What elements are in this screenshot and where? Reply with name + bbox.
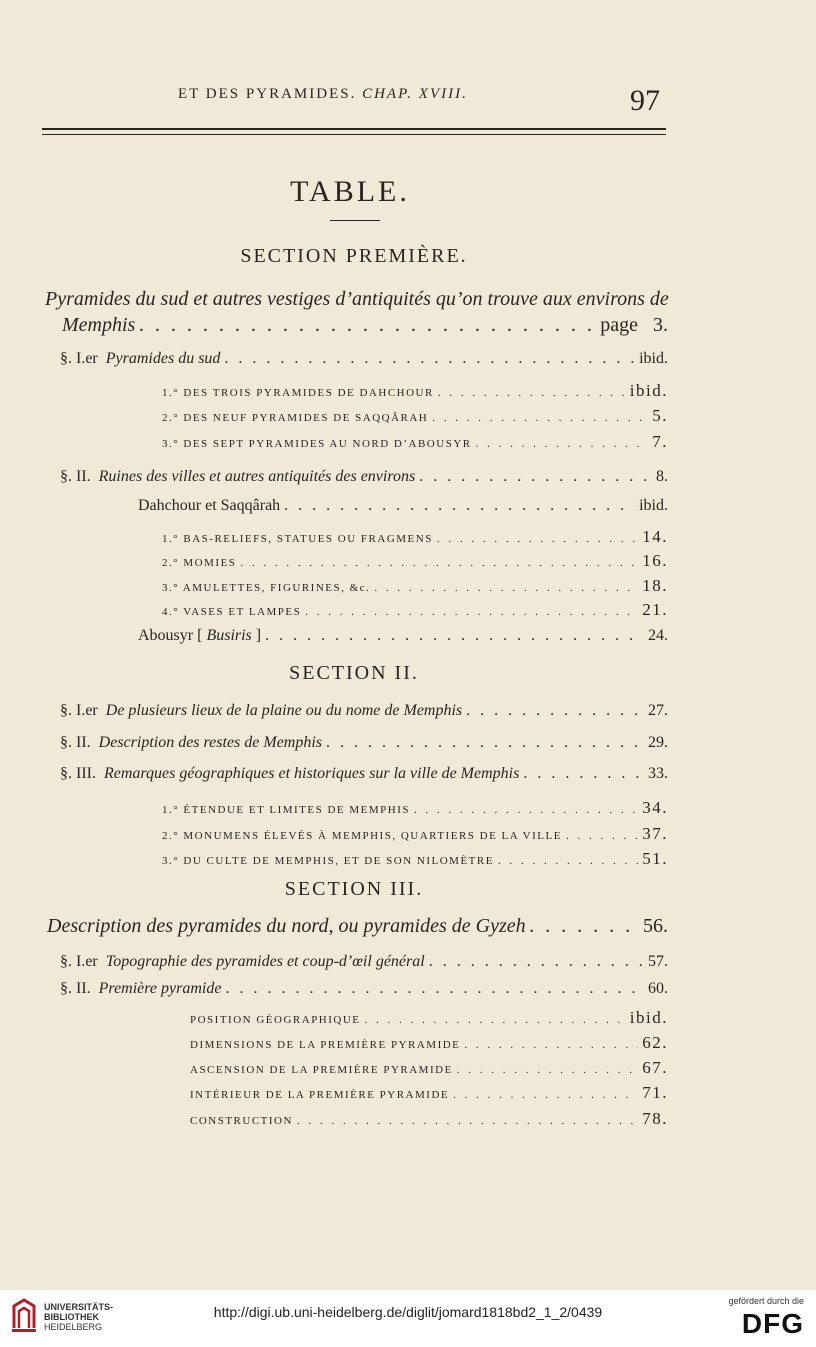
title-rule xyxy=(330,220,380,221)
dot-leader xyxy=(326,734,644,752)
chapter-label: CHAP. XVIII. xyxy=(362,86,468,102)
toc-entry xyxy=(60,702,668,720)
viewer-footer xyxy=(0,1290,816,1347)
dot-leader xyxy=(466,702,644,720)
toc-entry-page: 29. xyxy=(648,734,668,751)
toc-entry-title: ] xyxy=(255,627,262,644)
running-title: ET DES PYRAMIDES. xyxy=(178,86,357,102)
dot-leader xyxy=(437,533,638,545)
toc-entry-title: Pyramides du sud xyxy=(105,350,221,367)
toc-entry xyxy=(162,849,668,869)
dot-leader xyxy=(305,606,638,618)
toc-entry-title: ASCENSION DE LA PREMIÈRE PYRAMIDE xyxy=(190,1064,453,1076)
dot-leader xyxy=(476,438,649,450)
toc-entry-title: INTÉRIEUR DE LA PREMIÈRE PYRAMIDE xyxy=(190,1089,450,1101)
toc-entry-page: 71. xyxy=(642,1083,668,1102)
toc-entry-page: 62. xyxy=(642,1033,668,1052)
dot-leader xyxy=(566,830,638,842)
toc-entry-title: CONSTRUCTION xyxy=(190,1115,293,1127)
toc-entry xyxy=(138,627,668,645)
toc-entry-page: 37. xyxy=(642,824,668,843)
toc-entry-title: 1.° BAS-RELIEFS, STATUES OU FRAGMENS xyxy=(162,533,433,545)
toc-entry-title: Pyramides du sud et autres vestiges d’antiquités qu’on trouve aux environs de xyxy=(45,288,669,310)
page-title: TABLE. xyxy=(290,175,410,208)
toc-entry xyxy=(190,1083,668,1103)
toc-entry xyxy=(162,798,668,818)
dot-leader xyxy=(374,582,638,594)
toc-entry-page: 27. xyxy=(648,702,668,719)
toc-entry-page: ibid. xyxy=(639,497,668,514)
section-symbol: §. I.er xyxy=(60,702,98,719)
toc-entry xyxy=(60,980,668,998)
dot-leader xyxy=(457,1064,638,1076)
toc-entry-title: Ruines des villes et autres antiquités des environs xyxy=(98,468,416,485)
toc-entry-title: POSITION GÉOGRAPHIQUE xyxy=(190,1014,361,1026)
dot-leader xyxy=(297,1115,638,1127)
toc-entry-page: 21. xyxy=(642,600,668,619)
toc-entry xyxy=(190,1109,668,1129)
toc-entry-title: 1.° ÉTENDUE ET LIMITES DE MEMPHIS xyxy=(162,804,411,816)
dot-leader xyxy=(530,915,639,938)
dot-leader xyxy=(438,387,626,399)
funder-note: gefördert durch die xyxy=(728,1296,804,1306)
dot-leader xyxy=(414,804,638,816)
dot-leader xyxy=(139,314,596,337)
toc-entry xyxy=(162,600,668,620)
toc-entry xyxy=(162,576,668,596)
permalink-url[interactable]: http://digi.ub.uni-heidelberg.de/diglit/jomard1818bd2_1_2/0439 xyxy=(213,1304,603,1320)
dot-leader xyxy=(224,350,635,368)
library-name-line: BIBLIOTHEK xyxy=(44,1312,99,1322)
toc-entry xyxy=(60,765,668,783)
section-heading: SECTION II. xyxy=(289,662,419,684)
toc-entry-page: 51. xyxy=(642,849,668,868)
dot-leader xyxy=(365,1014,626,1026)
dot-leader xyxy=(265,627,644,645)
toc-entry-page: 67. xyxy=(642,1058,668,1077)
section-heading: SECTION PREMIÈRE. xyxy=(240,245,468,267)
toc-entry-title: Description des pyramides du nord, ou pyramides de Gyzeh xyxy=(47,915,526,937)
toc-entry-page: 34. xyxy=(642,798,668,817)
toc-entry-title: Première pyramide xyxy=(98,980,222,997)
toc-entry-page: 16. xyxy=(642,551,668,570)
toc-entry-page: 14. xyxy=(642,527,668,546)
toc-entry xyxy=(60,734,668,752)
toc-entry-title: 1.° DES TROIS PYRAMIDES DE DAHCHOUR xyxy=(162,387,434,399)
section-symbol: §. II. xyxy=(60,734,91,751)
toc-entry xyxy=(47,915,668,938)
dot-leader xyxy=(432,412,648,424)
toc-entry-title: Memphis xyxy=(62,314,136,336)
dot-leader xyxy=(523,765,644,783)
toc-entry xyxy=(162,381,668,401)
toc-entry xyxy=(60,350,668,368)
dfg-logo[interactable]: DFG xyxy=(741,1308,804,1339)
section-symbol: §. II. xyxy=(60,980,91,997)
toc-entry xyxy=(162,551,668,571)
dot-leader xyxy=(429,953,644,971)
dot-leader xyxy=(498,855,638,867)
toc-entry-title: DIMENSIONS DE LA PREMIÈRE PYRAMIDE xyxy=(190,1039,461,1051)
toc-entry-page: 24. xyxy=(648,627,668,644)
toc-entry-page: ibid. xyxy=(629,381,668,400)
toc-entry-title: 2.° MOMIES xyxy=(162,557,237,569)
toc-entry-title: Remarques géographiques et historiques sur la ville de Memphis xyxy=(103,765,520,782)
toc-entry-title: Abousyr [ xyxy=(138,627,203,644)
toc-entry-page: 33. xyxy=(648,765,668,782)
toc-entry-page: 7. xyxy=(652,432,668,451)
section-symbol: §. I.er xyxy=(60,350,98,367)
toc-entry xyxy=(162,527,668,547)
toc-entry xyxy=(190,1033,668,1053)
toc-entry xyxy=(62,314,668,337)
dot-leader xyxy=(419,468,652,486)
library-name-line: HEIDELBERG xyxy=(44,1322,103,1332)
toc-entry-title: 3.° DU CULTE DE MEMPHIS, ET DE SON NILOMÈTRE xyxy=(162,855,494,867)
library-name-line: UNIVERSITÄTS- xyxy=(44,1302,114,1312)
toc-entry-title: De plusieurs lieux de la plaine ou du nome de Memphis xyxy=(105,702,463,719)
toc-entry-title-italic: Busiris xyxy=(206,627,252,644)
toc-entry xyxy=(190,1008,668,1028)
toc-entry-title: Topographie des pyramides et coup-d’œil général xyxy=(105,953,425,970)
page-number: 97 xyxy=(630,84,660,117)
running-header xyxy=(178,86,468,103)
toc-entry-title: Dahchour et Saqqârah xyxy=(138,497,281,514)
section-symbol: §. I.er xyxy=(60,953,98,970)
toc-entry-title: 2.° DES NEUF PYRAMIDES DE SAQQÂRAH xyxy=(162,412,429,424)
dot-leader xyxy=(464,1039,638,1051)
dot-leader xyxy=(240,557,638,569)
dot-leader xyxy=(225,980,644,998)
section-symbol: §. III. xyxy=(60,765,96,782)
toc-entry xyxy=(60,953,668,971)
toc-entry-title: 4.° VASES ET LAMPES xyxy=(162,606,302,618)
header-rule-thin xyxy=(42,134,666,135)
toc-entry xyxy=(162,406,668,426)
toc-entry-page: 8. xyxy=(656,468,668,485)
dot-leader xyxy=(284,497,635,515)
toc-entry xyxy=(190,1058,668,1078)
header-rule-thick xyxy=(42,128,666,130)
toc-entry-title: 3.° AMULETTES, FIGURINES, &c. xyxy=(162,582,371,594)
toc-entry-page: 3. xyxy=(653,314,668,336)
toc-entry-title: Description des restes de Memphis xyxy=(98,734,323,751)
toc-entry-title: 3.° DES SEPT PYRAMIDES AU NORD D’ABOUSYR xyxy=(162,438,472,450)
page-label: page xyxy=(600,314,638,336)
toc-entry xyxy=(60,468,668,486)
toc-entry-page: 78. xyxy=(642,1109,668,1128)
toc-entry xyxy=(138,497,668,515)
section-symbol: §. II. xyxy=(60,468,91,485)
dot-leader xyxy=(453,1089,638,1101)
toc-entry-page: 5. xyxy=(652,406,668,425)
toc-entry-page: 18. xyxy=(642,576,668,595)
toc-entry-page: ibid. xyxy=(639,350,668,367)
section-heading: SECTION III. xyxy=(284,878,424,900)
toc-entry-page: ibid. xyxy=(629,1008,668,1027)
toc-entry xyxy=(162,824,668,844)
toc-entry-page: 60. xyxy=(648,980,668,997)
toc-entry xyxy=(162,432,668,452)
toc-entry-page: 56. xyxy=(643,915,668,937)
toc-entry-title: 2.° MONUMENS ÉLEVÉS À MEMPHIS, QUARTIERS DE LA VILLE xyxy=(162,830,562,842)
toc-entry-page: 57. xyxy=(648,953,668,970)
